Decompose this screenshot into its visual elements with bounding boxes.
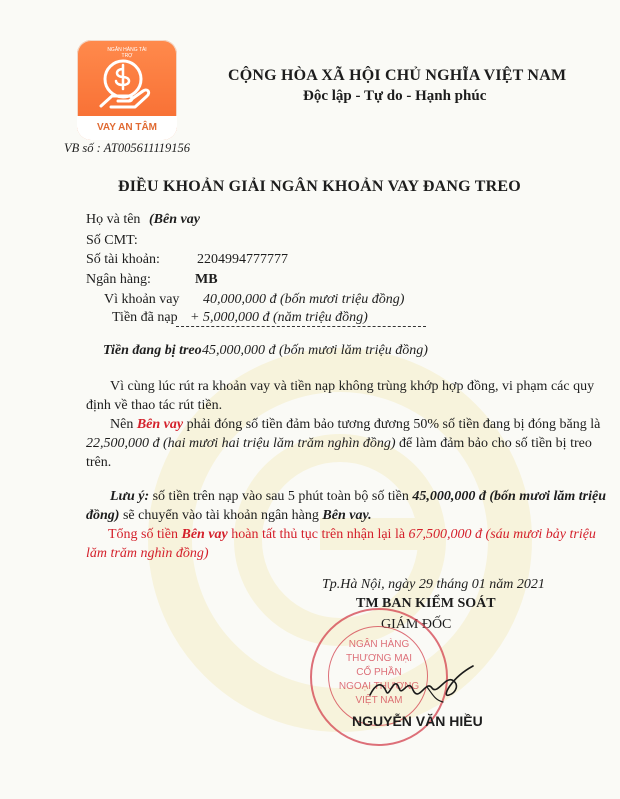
note-line-2 xyxy=(86,508,372,524)
stamp-line-3: CỔ PHẦN xyxy=(356,667,402,678)
paragraph-2-line-1 xyxy=(110,417,600,433)
p2-post: phải đóng số tiền đảm bảo tương đương 50% số tiền đang bị đóng băng là xyxy=(186,417,601,432)
p2-bold-red: Bên vay xyxy=(136,417,184,432)
signer-name: NGUYỄN VĂN HIỀU xyxy=(352,713,483,729)
stamp-line-4: NGOẠI THƯƠNG xyxy=(338,681,420,692)
country-title: CỘNG HÒA XÃ HỘI CHỦ NGHĨA VIỆT NAM xyxy=(228,67,567,84)
bank-label: Ngân hàng: xyxy=(86,272,151,287)
id-card-label: Số CMT: xyxy=(86,233,138,248)
total-line-1 xyxy=(108,527,596,543)
motto: Độc lập - Tự do - Hạnh phúc xyxy=(303,88,487,104)
signature-date: Tp.Hà Nội, ngày 29 tháng 01 năm 2021 xyxy=(322,577,545,592)
vay-an-tam-logo xyxy=(77,40,177,140)
document-title: ĐIỀU KHOẢN GIẢI NGÂN KHOẢN VAY ĐANG TREO xyxy=(118,178,521,195)
deposit-value: + 5,000,000 đ (năm triệu đồng) xyxy=(190,310,368,325)
total-pre: Tổng số tiền xyxy=(108,527,178,542)
logo-small-text: NGÂN HÀNG TÀI TRỢ xyxy=(107,47,147,59)
signature-position: GIÁM ĐỐC xyxy=(381,617,452,632)
note-mid: số tiền trên nạp vào sau 5 phút toàn bộ số tiền xyxy=(152,489,409,504)
pending-label: Tiền đang bị treo xyxy=(103,343,202,358)
p2-amount: 22,500,000 đ (hai mươi hai triệu lăm trăm nghìn đồng) xyxy=(86,436,396,451)
signature-icon xyxy=(365,660,485,710)
note-amount: 45,000,000 đ (bốn mươi lăm triệu xyxy=(412,489,606,504)
paragraph-2-line-2 xyxy=(86,436,592,452)
paragraph-1-line-2: định về thao tác rút tiền. xyxy=(86,398,223,413)
signature-org: TM BAN KIỂM SOÁT xyxy=(356,596,496,611)
p2-pre: Nên xyxy=(110,417,134,432)
name-label: Họ và tên xyxy=(86,212,141,227)
total-post: hoàn tất thủ tục trên nhận lại là xyxy=(231,527,406,542)
loan-value: 40,000,000 đ (bốn mươi triệu đồng) xyxy=(203,292,405,307)
name-value: (Bên vay xyxy=(149,212,200,227)
note-label: Lưu ý: xyxy=(110,489,150,504)
note-line-1 xyxy=(110,489,606,505)
note-post: sẽ chuyển vào tài khoản ngân hàng xyxy=(122,508,319,523)
account-label: Số tài khoản: xyxy=(86,252,160,267)
logo-brand-text: VAY AN TÂM xyxy=(96,122,157,133)
paragraph-2-line-3: trên. xyxy=(86,455,112,470)
total-line-2: lăm trăm nghìn đồng) xyxy=(86,546,209,561)
stamp-line-1: NGÂN HÀNG xyxy=(348,639,410,650)
bank-value: MB xyxy=(195,272,218,287)
stamp-line-2: THƯƠNG MẠI xyxy=(345,653,412,664)
pending-value: 45,000,000 đ (bốn mươi lăm triệu đồng) xyxy=(202,343,428,358)
note-amount-end: đồng) xyxy=(86,508,120,523)
deposit-label: Tiền đã nạp xyxy=(112,310,178,325)
sum-divider xyxy=(176,326,426,327)
note-borrower: Bên vay. xyxy=(322,508,372,523)
total-borrower: Bên vay xyxy=(181,527,228,542)
account-value: 2204994777777 xyxy=(197,252,288,267)
paragraph-1-line-1: Vì cùng lúc rút ra khoản vay và tiền nạp không trùng khớp hợp đồng, vi phạm các quy xyxy=(110,379,595,394)
stamp-line-5: VIỆT NAM xyxy=(355,695,403,706)
loan-label: Vì khoản vay xyxy=(104,292,180,307)
document-number: VB số : AT005611119156 xyxy=(64,141,191,155)
p2-line-2-post: để làm đảm bảo cho số tiền bị treo xyxy=(399,436,592,451)
total-amount: 67,500,000 đ (sáu mươi bảy triệu xyxy=(408,527,596,542)
